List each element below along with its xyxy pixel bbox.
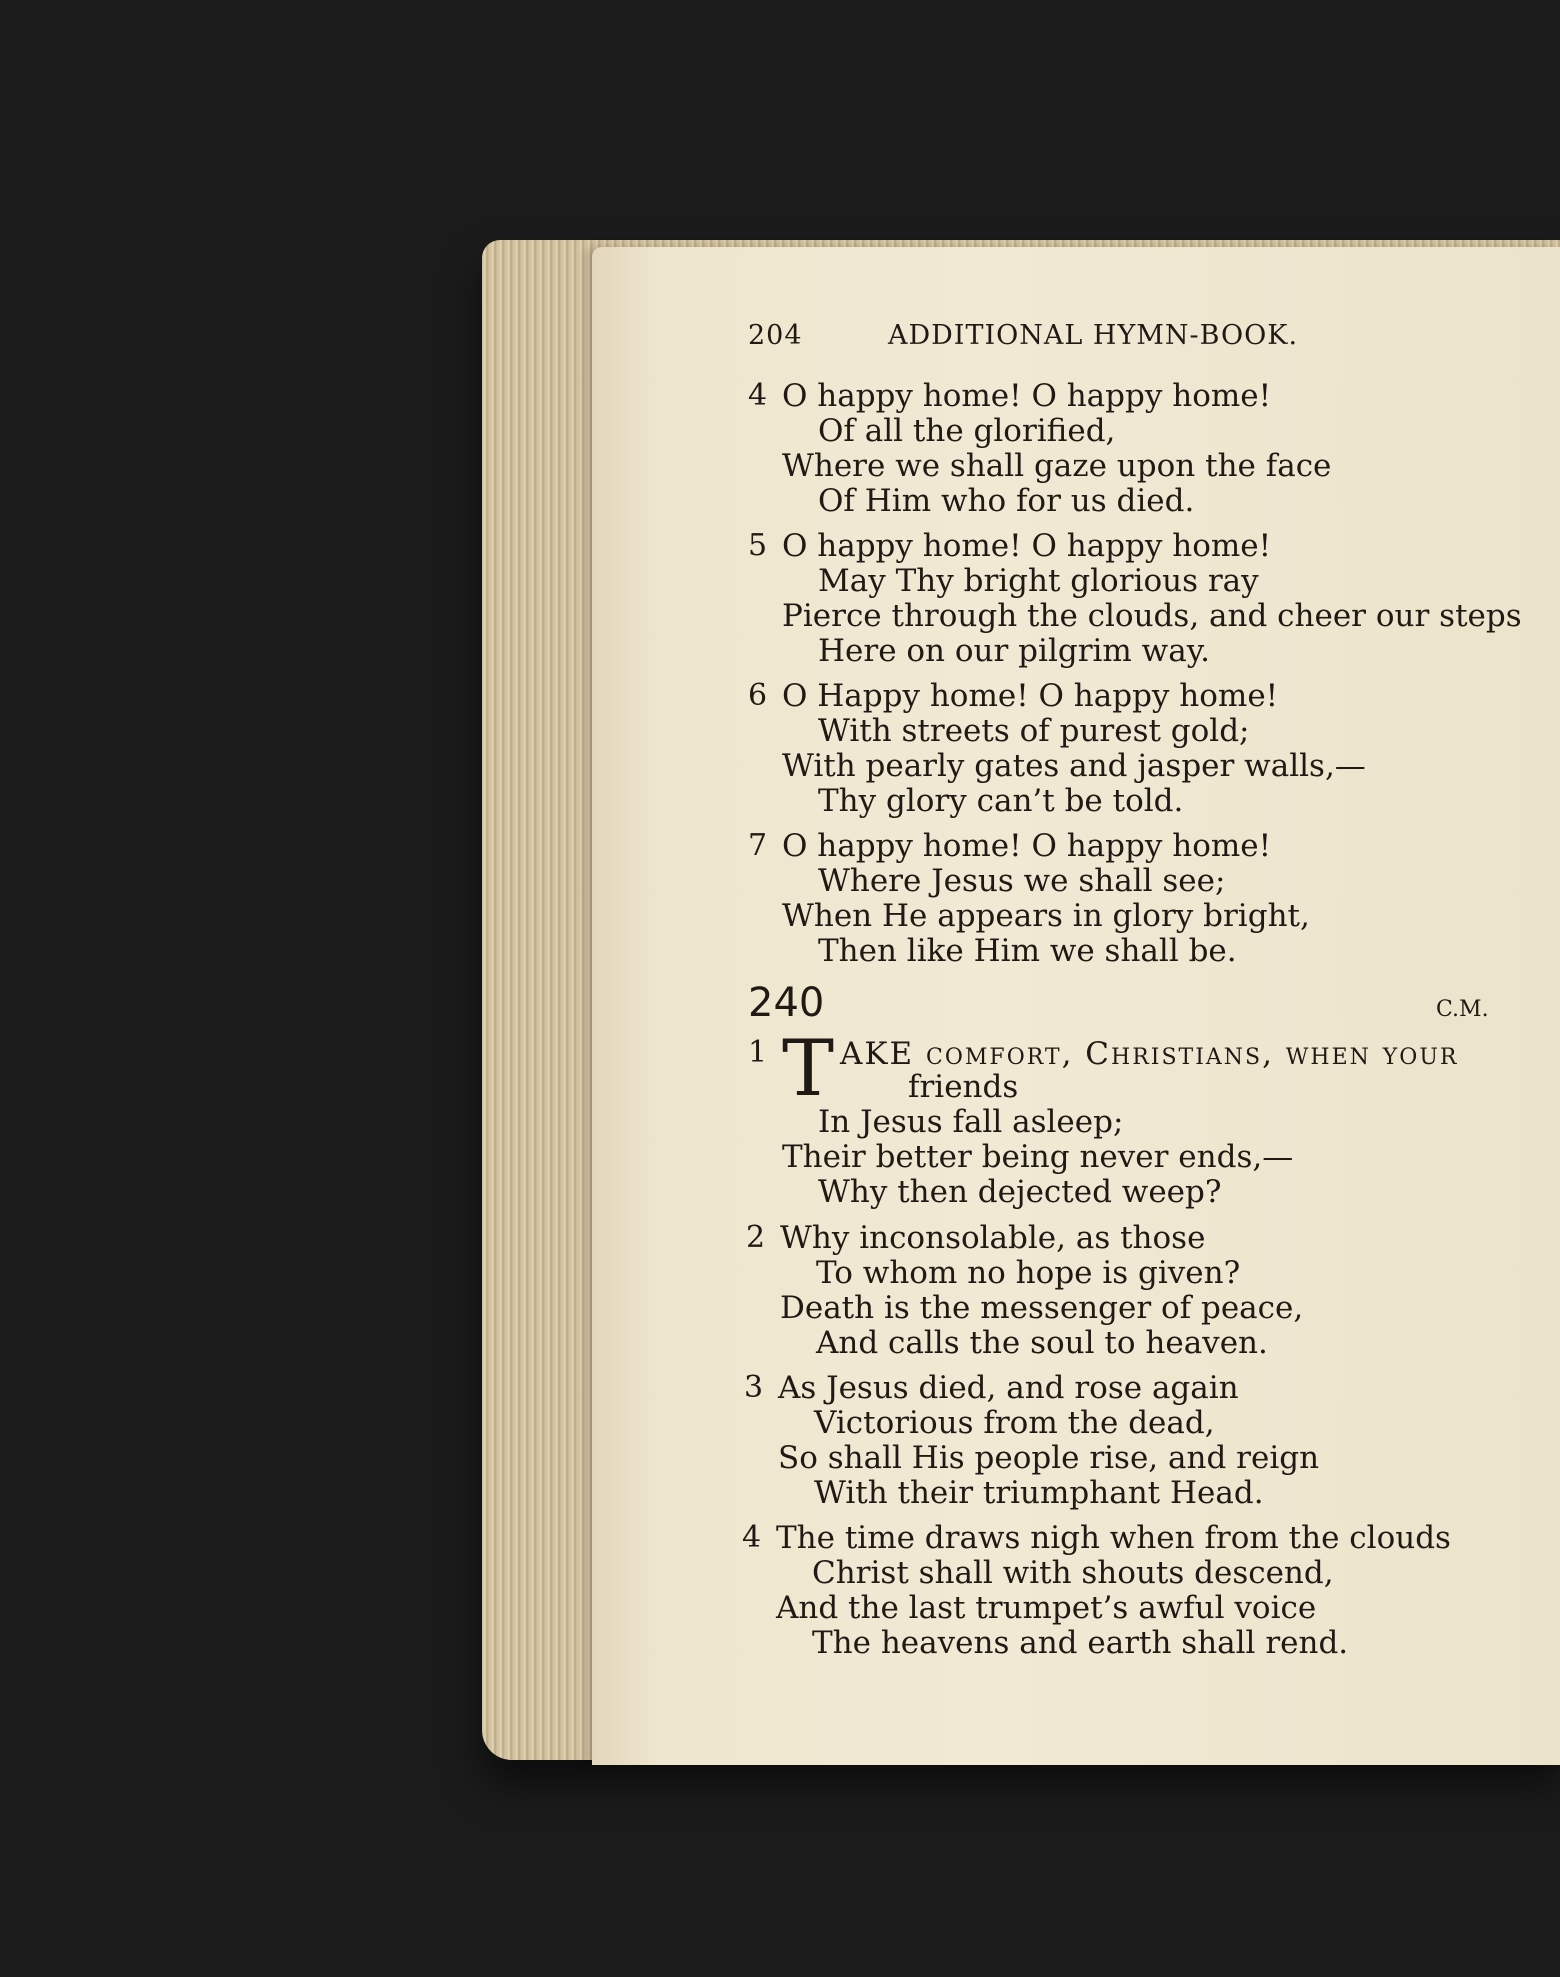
verse-line: The heavens and earth shall rend.	[812, 1625, 1349, 1661]
verse-number: 7	[748, 828, 768, 863]
verse-line: O happy home! O happy home!	[782, 378, 1272, 414]
verse-line: As Jesus died, and rose again	[778, 1370, 1239, 1406]
hymn-meter: C.M.	[1436, 997, 1489, 1022]
verse-number: 6	[748, 678, 768, 713]
page-number: 204	[748, 320, 803, 351]
verse-number: 3	[744, 1370, 764, 1405]
verse-line: So shall His people rise, and reign	[778, 1440, 1320, 1476]
verse-line: Of all the glorified,	[818, 413, 1116, 449]
verse-line: Here on our pilgrim way.	[818, 633, 1210, 669]
running-header	[748, 320, 1368, 360]
verse-line: Why then dejected weep?	[818, 1174, 1222, 1210]
verse-line: friends	[908, 1069, 1019, 1105]
verse-line: Death is the messenger of peace,	[780, 1290, 1304, 1326]
verse-number: 2	[746, 1220, 766, 1255]
verse-line: Thy glory can’t be told.	[818, 783, 1184, 819]
verse-line: Then like Him we shall be.	[818, 933, 1237, 969]
verse-line: And the last trumpet’s awful voice	[776, 1590, 1317, 1626]
drop-cap: T	[782, 1024, 835, 1114]
verse-line: Their better being never ends,—	[782, 1139, 1294, 1175]
verse-number: 5	[748, 528, 768, 563]
verse-line: With pearly gates and jasper walls,—	[782, 748, 1366, 784]
verse-line: Pierce through the clouds, and cheer our steps	[782, 598, 1522, 634]
verse-line: When He appears in glory bright,	[782, 898, 1310, 934]
verse-line: Victorious from the dead,	[814, 1405, 1215, 1441]
verse-line: May Thy bright glorious ray	[818, 563, 1259, 599]
verse-number: 4	[748, 378, 768, 413]
verse-number: 4	[742, 1520, 762, 1555]
verse-line: Where we shall gaze upon the face	[782, 448, 1332, 484]
verse-number: 1	[748, 1035, 768, 1070]
verse-line: The time draws nigh when from the clouds	[776, 1520, 1451, 1556]
verse-line: AKE comfort, Christians, when your	[840, 1036, 1459, 1072]
verse-line: Where Jesus we shall see;	[818, 863, 1226, 899]
verse-line: O happy home! O happy home!	[782, 528, 1272, 564]
verse-line: And calls the soul to heaven.	[816, 1325, 1268, 1361]
verse-line: To whom no hope is given?	[816, 1255, 1241, 1291]
verse-line: With their triumphant Head.	[814, 1475, 1264, 1511]
verse-line: O happy home! O happy home!	[782, 828, 1272, 864]
verse-line: Why inconsolable, as those	[780, 1220, 1206, 1256]
verse-line: With streets of purest gold;	[818, 713, 1250, 749]
verse-line: O Happy home! O happy home!	[782, 678, 1279, 714]
verse-line: In Jesus fall asleep;	[818, 1104, 1124, 1140]
running-title: ADDITIONAL HYMN-BOOK.	[888, 320, 1299, 351]
hymn-number: 240	[748, 980, 825, 1026]
verse-line: Christ shall with shouts descend,	[812, 1555, 1334, 1591]
verse-line: Of Him who for us died.	[818, 483, 1195, 519]
